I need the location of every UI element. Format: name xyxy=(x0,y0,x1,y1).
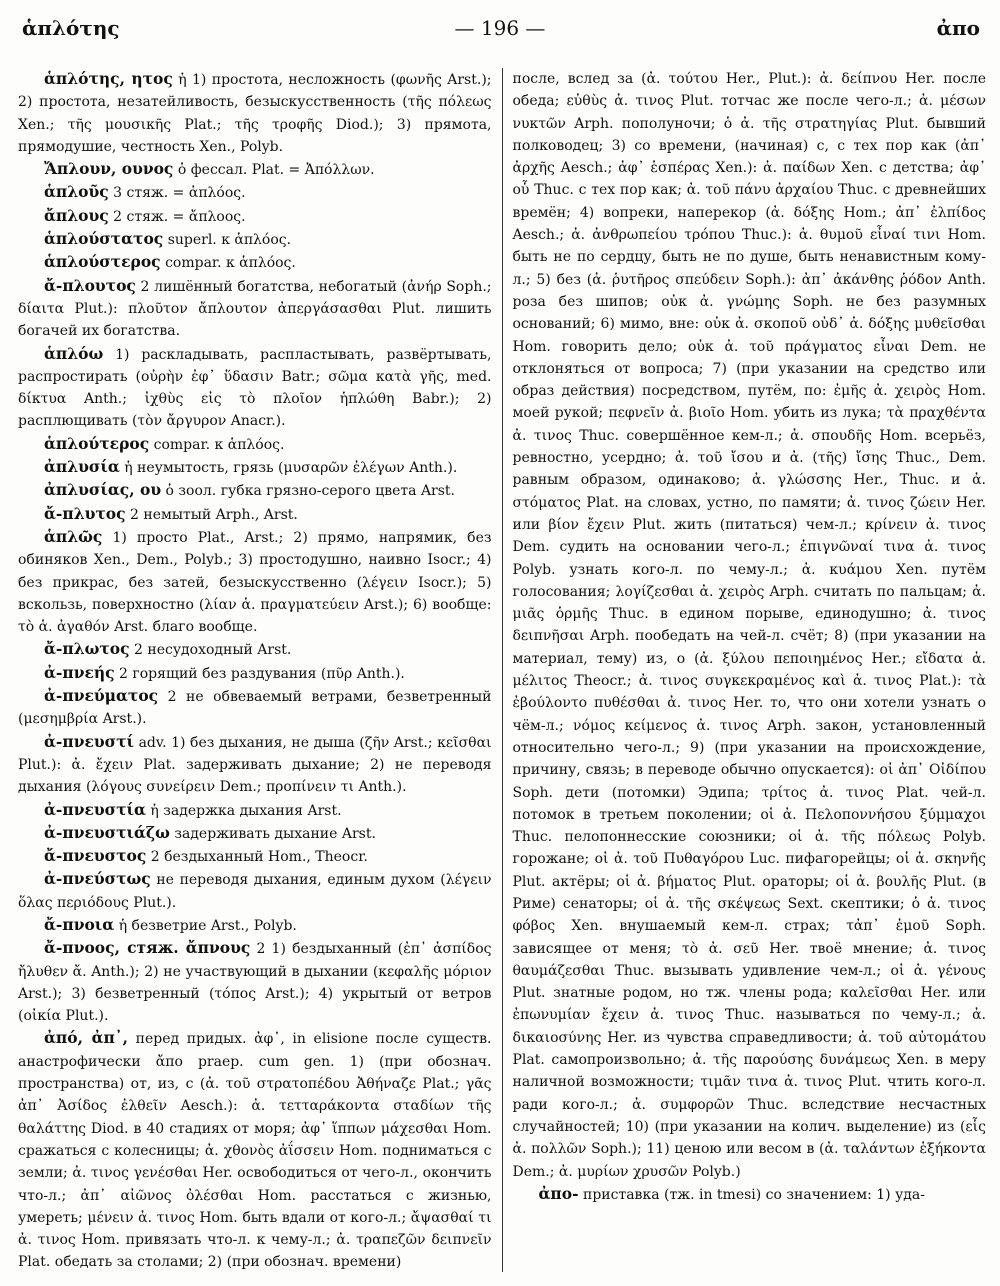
right-column xyxy=(503,68,987,1272)
dictionary-entry xyxy=(18,343,492,433)
entry-headword: ἄ-πνευστος xyxy=(44,846,147,866)
entry-headword: ἀ-πνευστί xyxy=(44,731,134,751)
entry-definition: перед придых. ἀφ᾽, in elisione после существ. анастрофически ἄπο praep. cum gen. 1) (при обознач. пространства) от, из, с (ἀ. τοῦ στρατοπέδου Ἀθήναζε Plat.; γᾶς ἀπ᾽ Ἀσίδος ἐλθεῖν Aesch.): ἀ. τετταράκοντα σταδίων τῆς θαλάττης Diod. в 40 стадиях от моря; ἀφ᾽ ἵππων μάχεσθαι Hom. сражаться с колесницы; ἀ. χθονὸς ἀΐσσειν Hom. подниматься с земли; ἀ. τινος γενέσθαι Her. освободиться от чего-л., окончить что-л.; ἀπ᾽ αἰῶνος ὀλέσθαι Hom. расстаться с жизнью, умереть; μένειν ἀ. τινος Hom. быть вдали от кого-л.; ἄψασθαί τι ἀ. τινος Hom. привязать что-л. к чему-л.; ἀ. τραπεζῶν δειπνεῖν Plat. обедать за столами; 2) (при обознач. времени) xyxy=(18,1031,492,1271)
entry-headword: ἀπλυσίας, ου xyxy=(44,480,162,500)
entry-headword: ἀ-πνευστιάζω xyxy=(44,822,170,842)
entry-headword: ἀ-πνεής xyxy=(44,662,115,682)
dictionary-entry xyxy=(18,503,492,526)
entry-definition: ἡ 1) простота, несложность (φωνῆς Arst.); 2) простота, незатейливость, безыскусственность (τῆς πόλεως Xen.; τῆς μουσικῆς Plat.; τῆς τροφῆς Diod.); 3) прямота, прямодушие, честность Xen., Polyb. xyxy=(18,72,492,155)
entry-definition: 3 стяж. = ἁπλόος. xyxy=(113,185,246,202)
entry-headword: ἀπο- xyxy=(538,1183,579,1203)
dictionary-entry xyxy=(18,868,492,914)
dictionary-entry xyxy=(18,479,492,502)
entry-definition: 2 1) бездыханный (ἐπ᾽ ἀσπίδος ἤλυθεν ἄ. Anth.); 2) не участвующий в дыхании (κεφαλῆς μόριον Arst.); 3) безветренный (τόπος Arst.); 4) укрытый от ветров (οἰκία Plut.). xyxy=(18,941,492,1025)
entry-definition: ὁ фессал. Plat. = Ἀπόλλων. xyxy=(177,162,375,179)
dictionary-entry xyxy=(18,275,492,343)
dictionary-entry xyxy=(18,205,492,228)
dictionary-entry xyxy=(18,456,492,479)
entry-headword: ἁπλούστατος xyxy=(44,229,164,249)
page-number: — 196 — xyxy=(454,16,546,40)
dictionary-entry xyxy=(18,181,492,204)
dictionary-entry xyxy=(18,433,492,456)
entry-definition: ἡ задержка дыхания Arst. xyxy=(150,802,342,819)
entry-definition: 1) раскладывать, распластывать, развёртывать, распростирать (οὐρὴν ἐφ᾽ ὕδασιν Batr.; σῶμα κατὰ γῆς, med. δίκτυα Anth.; ἰχθὺς εἰς τὸ πλοῖον ἡπλώθη Babr.); 2) расплющивать (τὸν ἄργυρον Anacr.). xyxy=(18,346,492,430)
entry-headword: ἁπλοῦς xyxy=(44,182,109,202)
dictionary-entry xyxy=(18,1027,492,1272)
entry-headword: ἁπλῶς xyxy=(44,526,103,546)
dictionary-entry xyxy=(18,799,492,822)
dictionary-entry xyxy=(18,937,492,1027)
entry-definition: 2 немытый Arph., Arst. xyxy=(130,506,298,523)
entry-definition: superl. к ἁπλόος. xyxy=(167,232,292,249)
entry-headword: ἁπλούτερος xyxy=(44,433,150,453)
left-column xyxy=(18,68,503,1272)
dictionary-entry xyxy=(18,228,492,251)
entry-definition: 2 лишённый богатства, небогатый (ἀνήρ Soph.; δίαιτα Plut.): πλοῦτον ἄπλουτον ἀπεργάσασθαι Plut. лишить богачей их богатства. xyxy=(18,278,492,340)
entry-headword: ἄπλους xyxy=(44,205,109,225)
dictionary-entry xyxy=(18,68,492,158)
entry-definition: приставка (тж. in tmesi) со значением: 1) уда- xyxy=(583,1186,926,1203)
entry-headword: ἄ-πνοος, стяж. ἄπνους xyxy=(44,938,251,958)
header-first-word: ἁπλότης xyxy=(22,16,120,40)
dictionary-entry xyxy=(18,845,492,868)
dictionary-entry xyxy=(18,731,492,799)
dictionary-entry xyxy=(18,822,492,845)
entry-headword: ἀπό, ἀπ᾽, xyxy=(44,1028,128,1048)
entry-headword: ἀ-πνευστία xyxy=(44,799,146,819)
entry-definition: 2 не обвеваемый ветрами, безветренный (μεσημβρία Arst.). xyxy=(18,689,492,728)
entry-definition: 1) просто Plat., Arst.; 2) прямо, напрямик, без обиняков Xen., Dem., Polyb.; 3) простодушно, наивно Isocr.; 4) без прикрас, без затей, безыскусственно (λέγειν Isocr.); 5) вскользь, поверхностно (λίαν ἁ. πραγματεύειν Arst.); 6) вообще: τὸ ἁ. ἀγαθόν Arst. благо вообще. xyxy=(18,529,492,636)
entry-headword: ἁπλούστερος xyxy=(44,252,161,272)
dictionary-entry xyxy=(18,914,492,937)
entry-headword: ἁπλόω xyxy=(44,343,104,363)
dictionary-entry xyxy=(18,158,492,181)
entry-headword: ἀπλυσία xyxy=(44,457,120,477)
entry-definition: задерживать дыхание Arst. xyxy=(174,825,376,842)
entry-headword: Ἄπλουν, ουνος xyxy=(44,159,174,179)
entry-definition: ἡ неумытость, грязь (μυσαρῶν ἐλέγων Anth.). xyxy=(124,460,458,477)
entry-headword: ἄ-πλυτος xyxy=(44,503,126,523)
entry-headword: ἄ-πνοια xyxy=(44,914,115,934)
entry-definition: ἡ безветрие Arst., Polyb. xyxy=(118,917,297,934)
entry-definition: после, вслед за (ἀ. τούτου Her., Plut.): ἀ. δείπνου Her. после обеда; εὐθὺς ἀ. τινος Plut. тотчас же после чего-л.; ἀ. μέσων νυκτῶν Arph. пополуночи; ὁ ἀ. τῆς στρατηγίας Plut. бывший полководец; 3) со времени, (начиная) с, с тех пор как (ἀπ᾽ ἀρχῆς Aesch.; ἀφ᾽ ἑσπέρας Xen.): ἀ. παίδων Xen. с детства; ἀφ᾽ οὗ Thuc. с тех пор как; ἀ. τοῦ πάνυ ἀρχαίου Thuc. с древнейших времён; 4) вопреки, наперекор (ἀ. δόξης Hom.; ἀπ᾽ ἐλπίδος Aesch.; ἀ. ἀνθρωπείου τρόπου Thuc.): ἀ. θυμοῦ εἶναί τινι Hom. быть не по сердцу, быть не по душе, быть ненавистным кому-л.; 5) без (ἀ. ῥυτῆρος σπεύδειν Soph.): ἀπ᾽ ἀκάνθης ῥόδον Anth. роза без шипов; οὐκ ἀ. γνώμης Soph. не без разумных оснований; 6) мимо, вне: οὐκ ἀ. σκοποῦ οὐδ᾽ ἀ. δόξης μυθεῖσθαι Hom. говорить дело; οὐκ ἀ. τοῦ πράγματος εἶναι Dem. не отклоняться от вопроса; 7) (при указании на средство или образ действия) посредством, путём, по: ἐμῆς ἀ. χειρὸς Hom. моей рукой; πεφνεῖν ἀ. βιοῖο Hom. убить из лука; τὰ πραχθέντα ἀ. τινος Thuc. совершённое кем-л.; ἀ. σπουδῆς Hom. всерьёз, ревностно, усердно; ἀ. τοῦ ἴσου и ἀ. (τῆς) ἴσης Thuc., Dem. равным образом, одинаково; ἀ. γλώσσης Her., Thuc. и ἀ. στόματος Plat. на словах, устно, по памяти; ἀ. τινος ζώειν Her. или βίον ἔχειν Plut. жить (питаться) чем-л.; κρίνειν ἀ. τινος Dem. судить на основании чего-л.; ἐπιγνῶναί τινα ἀ. τινος Polyb. узнать кого-л. по чему-л.; ἀ. κυάμου Xen. путём голосования; λογίζεσθαι ἀ. χειρὸς Arph. считать по пальцам; ἀ. μιᾶς ὁρμῆς Thuc. в едином порыве, единодушно; ἀ. τινος δειπνῆσαι Arph. пообедать на чей-л. счёт; 8) (при указании на материал, тему) из, о (ἀ. ξύλου πεποιημένος Her.; εἴδατα ἀ. μέλιτος Theocr.; ἀ. τινος συγκεκραμένος καὶ ἀ. τινος Plat.): τὰ ἐβούλοντο πυθέσθαι ἀ. τινος Her. то, что они хотели узнать о чём-л.; νόμος κείμενος ἀ. τινος Arph. закон, установленный относительно чего-л.; 9) (при указании на происхождение, причину, связь; в переводе обычно опускается): οἱ ἀπ᾽ Οἰδίπου Soph. дети (потомки) Эдипа; τρίτος ἀ. τινος Plat. чей-л. потомок в третьем поколении; οἱ ἀ. Πελοποννήσου ξύμμαχοι Thuc. пелопоннесские союзники; οἱ ἀ. τῆς πόλεως Polyb. горожане; οἱ ἀ. τοῦ Πυθαγόρου Luc. пифагорейцы; οἱ ἀ. σκηνῆς Plut. актёры; οἱ ἀ. βήματος Plut. ораторы; οἱ ἀ. βουλῆς Plut. (в Риме) сенаторы; οἱ ἀ. τῆς σκέψεως Sext. скептики; ὁ ἀ. τινος φόβος Xen. внушаемый кем-л. страх; τἀπ᾽ ἐμοῦ Soph. зависящее от меня; τὸ ἀ. σεῦ Her. твоё мнение; ἀ. τινος θαυμάζεσθαι Thuc. вызывать удивление чем-л.; οἱ ἀ. γένους Plut. знатные родом, но тж. члены рода; καλεῖσθαι Her. или ἐπωνυμίαν ἔχειν ἀ. τινος Thuc. называться по чему-л.; ἀ. δικαιοσύνης Her. из чувства справедливости; ἀ. τοῦ αὐτομάτου Plat. самопроизвольно; ἀ. τῆς παρούσης δυνάμεως Xen. в меру наличной возможности; τιμᾶν τινα ἀ. τινος Plut. чтить кого-л. ради кого-л.; ἀ. συμφορῶν Thuc. вследствие несчастных случайностей; 10) (при указании на колич. выделение) из (εἷς ἀ. πολλῶν Soph.); 11) ценою или весом в (ἀ. ταλάντων ἑξήκοντα Dem.; ἀ. μυρίων χρυσῶν Polyb.) xyxy=(512,71,986,1180)
entry-headword: ἄ-πλουτος xyxy=(44,275,136,295)
dictionary-entry xyxy=(513,1183,987,1206)
dictionary-entry xyxy=(18,526,492,638)
dictionary-entry xyxy=(513,68,987,1183)
entry-definition: 2 стяж. = ἄπλοος. xyxy=(113,208,246,225)
entry-definition: не переводя дыхания, единым духом (λέγειν ὅλας περιόδους Plut.). xyxy=(18,872,492,911)
entry-headword: ἀ-πνεύστως xyxy=(44,869,151,889)
entry-definition: 2 бездыханный Hom., Theocr. xyxy=(150,849,368,866)
text-columns xyxy=(18,68,986,1272)
dictionary-entry xyxy=(18,251,492,274)
entry-definition: compar. к ἁπλόος. xyxy=(153,436,285,453)
entry-definition: compar. к ἁπλόος. xyxy=(165,255,296,272)
entry-headword: ἄ-πλωτος xyxy=(44,639,130,659)
entry-definition: 2 горящий без раздувания (πῦρ Anth.). xyxy=(119,665,405,682)
dictionary-entry xyxy=(18,662,492,685)
dictionary-entry xyxy=(18,685,492,731)
entry-definition: ὁ зоол. губка грязно-серого цвета Arst. xyxy=(165,483,456,500)
entry-definition: 2 несудоходный Arst. xyxy=(134,642,292,659)
dictionary-entry xyxy=(18,638,492,661)
entry-headword: ἁπλότης, ητος xyxy=(44,69,173,88)
entry-definition: adv. 1) без дыхания, не дыша (ζῆν Arst.; κεῖσθαι Plut.): ἀ. ἔχειν Plat. задерживать дыхание; 2) не переводя дыхания (λόγους συνείρειν Dem.; προπίνειν τι Anth.). xyxy=(18,734,492,796)
header-last-word: ἀπο xyxy=(936,16,980,40)
entry-headword: ἀ-πνεύματος xyxy=(44,686,159,706)
page-header xyxy=(18,12,982,40)
